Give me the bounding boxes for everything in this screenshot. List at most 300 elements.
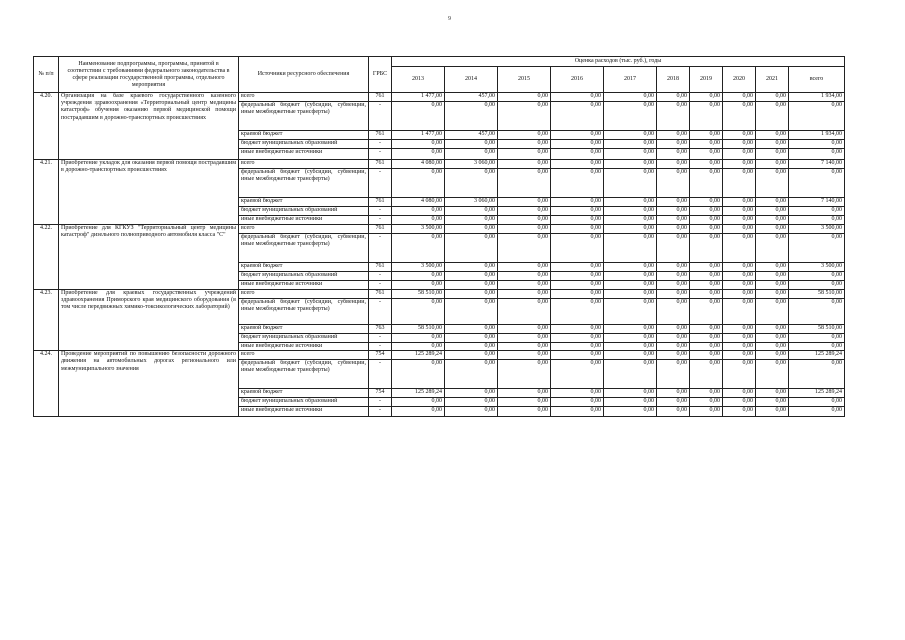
item-number: 4.23. [34, 290, 59, 351]
amount-cell: 0,00 [392, 281, 445, 290]
amount-cell: 4 080,00 [392, 198, 445, 207]
amount-cell: 0,00 [551, 299, 604, 325]
amount-cell: 0,00 [551, 140, 604, 149]
amount-cell: 0,00 [445, 225, 498, 234]
amount-cell: 0,00 [392, 207, 445, 216]
amount-cell: 0,00 [756, 290, 789, 299]
amount-total: 0,00 [789, 334, 845, 343]
amount-cell: 0,00 [690, 398, 723, 407]
amount-cell: 0,00 [604, 140, 657, 149]
amount-total: 0,00 [789, 281, 845, 290]
item-name: Приобретение для краевых государственных учреждений здравоохранения Приморского края медицинского оборудования (в том числе передвижных химико-токсикологических лабораторий) [59, 290, 239, 351]
amount-cell: 0,00 [690, 290, 723, 299]
table-row-total [34, 160, 845, 169]
amount-cell: 0,00 [723, 299, 756, 325]
amount-cell: 3 500,00 [392, 225, 445, 234]
source-municipal: бюджет муниципальных образований [239, 140, 369, 149]
source-regional: краевой бюджет [239, 389, 369, 398]
amount-cell: 0,00 [551, 225, 604, 234]
amount-cell: 0,00 [690, 207, 723, 216]
grbs-code: 754 [369, 351, 392, 360]
amount-cell: 0,00 [498, 281, 551, 290]
amount-cell: 0,00 [498, 343, 551, 351]
amount-total: 58 510,00 [789, 290, 845, 299]
header-year: 2013 [392, 67, 445, 93]
source-municipal: бюджет муниципальных образований [239, 207, 369, 216]
amount-cell: 0,00 [445, 140, 498, 149]
amount-cell: 0,00 [690, 160, 723, 169]
grbs-code: 763 [369, 325, 392, 334]
amount-cell: 0,00 [604, 93, 657, 102]
amount-cell: 0,00 [551, 398, 604, 407]
amount-cell: 0,00 [756, 207, 789, 216]
amount-cell: 0,00 [551, 343, 604, 351]
amount-cell: 0,00 [756, 325, 789, 334]
amount-cell: 0,00 [756, 360, 789, 389]
amount-cell: 0,00 [604, 299, 657, 325]
amount-cell: 0,00 [657, 299, 690, 325]
amount-cell: 0,00 [723, 272, 756, 281]
source-federal: федеральный бюджет (субсидии, субвенции, иные межбюджетные трансферты) [239, 169, 369, 198]
amount-cell: 0,00 [657, 398, 690, 407]
source-regional: краевой бюджет [239, 198, 369, 207]
amount-cell: 0,00 [690, 216, 723, 225]
amount-cell: 0,00 [690, 131, 723, 140]
header-year-total: всего [789, 67, 845, 93]
amount-cell: 0,00 [551, 102, 604, 131]
amount-cell: 0,00 [445, 263, 498, 272]
amount-cell: 0,00 [756, 407, 789, 417]
grbs-code: - [369, 299, 392, 325]
amount-cell: 0,00 [604, 263, 657, 272]
amount-cell: 0,00 [551, 325, 604, 334]
amount-cell: 0,00 [498, 290, 551, 299]
header-source: Источники ресурсного обеспечения [239, 57, 369, 93]
amount-total: 3 500,00 [789, 263, 845, 272]
amount-cell: 0,00 [604, 325, 657, 334]
source-total: всего [239, 225, 369, 234]
grbs-code: - [369, 216, 392, 225]
amount-cell: 0,00 [551, 234, 604, 263]
amount-cell: 0,00 [392, 140, 445, 149]
amount-cell: 0,00 [498, 160, 551, 169]
grbs-code: - [369, 149, 392, 160]
amount-cell: 0,00 [690, 263, 723, 272]
source-total: всего [239, 351, 369, 360]
amount-cell: 0,00 [690, 325, 723, 334]
amount-cell: 0,00 [551, 160, 604, 169]
amount-cell: 0,00 [498, 140, 551, 149]
amount-cell: 0,00 [690, 389, 723, 398]
amount-cell: 0,00 [690, 225, 723, 234]
amount-cell: 0,00 [690, 234, 723, 263]
amount-total: 0,00 [789, 207, 845, 216]
amount-cell: 0,00 [392, 334, 445, 343]
grbs-code: - [369, 272, 392, 281]
source-federal: федеральный бюджет (субсидии, субвенции, иные межбюджетные трансферты) [239, 360, 369, 389]
amount-cell: 0,00 [604, 360, 657, 389]
amount-total: 0,00 [789, 234, 845, 263]
amount-cell: 0,00 [756, 93, 789, 102]
amount-cell: 1 477,00 [392, 131, 445, 140]
amount-cell: 0,00 [756, 272, 789, 281]
amount-cell: 0,00 [723, 160, 756, 169]
amount-cell: 0,00 [551, 93, 604, 102]
item-name: Приобретение укладок для оказания первой помощи пострадавшим в дорожно-транспортных происшествиях [59, 160, 239, 225]
amount-cell: 0,00 [498, 263, 551, 272]
amount-cell: 0,00 [604, 234, 657, 263]
header-grbs: ГРБС [369, 57, 392, 93]
amount-cell: 0,00 [498, 207, 551, 216]
amount-cell: 0,00 [690, 407, 723, 417]
amount-cell: 0,00 [604, 131, 657, 140]
source-other: иные внебюджетные источники [239, 407, 369, 417]
grbs-code: 761 [369, 290, 392, 299]
amount-cell: 0,00 [657, 334, 690, 343]
amount-cell: 58 510,00 [392, 290, 445, 299]
grbs-code: - [369, 334, 392, 343]
amount-cell: 0,00 [498, 149, 551, 160]
source-total: всего [239, 160, 369, 169]
amount-cell: 125 289,24 [392, 389, 445, 398]
header-year: 2017 [604, 67, 657, 93]
table-row-total [34, 225, 845, 234]
amount-cell: 0,00 [723, 102, 756, 131]
amount-cell: 1 477,00 [392, 93, 445, 102]
amount-cell: 0,00 [657, 351, 690, 360]
amount-cell: 0,00 [690, 281, 723, 290]
amount-cell: 0,00 [657, 234, 690, 263]
amount-cell: 0,00 [657, 198, 690, 207]
amount-cell: 0,00 [690, 351, 723, 360]
amount-cell: 0,00 [551, 389, 604, 398]
amount-cell: 0,00 [392, 343, 445, 351]
source-federal: федеральный бюджет (субсидии, субвенции, иные межбюджетные трансферты) [239, 299, 369, 325]
grbs-code: 761 [369, 198, 392, 207]
amount-cell: 0,00 [604, 281, 657, 290]
amount-cell: 125 289,24 [392, 351, 445, 360]
amount-cell: 0,00 [445, 102, 498, 131]
amount-cell: 0,00 [657, 131, 690, 140]
amount-cell: 0,00 [723, 198, 756, 207]
amount-cell: 0,00 [498, 398, 551, 407]
amount-cell: 0,00 [756, 169, 789, 198]
amount-cell: 0,00 [604, 207, 657, 216]
header-year: 2020 [723, 67, 756, 93]
amount-cell: 0,00 [498, 334, 551, 343]
amount-cell: 0,00 [445, 325, 498, 334]
amount-cell: 0,00 [392, 169, 445, 198]
amount-cell: 0,00 [690, 140, 723, 149]
amount-cell: 0,00 [756, 281, 789, 290]
amount-cell: 0,00 [690, 334, 723, 343]
amount-cell: 0,00 [445, 407, 498, 417]
grbs-code: 761 [369, 263, 392, 272]
item-name: Проведение мероприятий по повышению безопасности дорожного движения на автомобильных дорогах регионального или межмуниципального значения [59, 351, 239, 417]
amount-total: 0,00 [789, 272, 845, 281]
amount-total: 58 510,00 [789, 325, 845, 334]
amount-cell: 0,00 [723, 351, 756, 360]
amount-cell: 0,00 [690, 299, 723, 325]
amount-total: 0,00 [789, 299, 845, 325]
amount-cell: 0,00 [657, 343, 690, 351]
amount-cell: 0,00 [498, 325, 551, 334]
amount-cell: 3 060,00 [445, 198, 498, 207]
amount-cell: 0,00 [690, 198, 723, 207]
amount-cell: 0,00 [657, 272, 690, 281]
table-row-total [34, 351, 845, 360]
amount-cell: 3 500,00 [392, 263, 445, 272]
amount-cell: 0,00 [723, 131, 756, 140]
amount-cell: 0,00 [445, 216, 498, 225]
amount-cell: 0,00 [392, 102, 445, 131]
amount-cell: 0,00 [445, 334, 498, 343]
header-year: 2014 [445, 67, 498, 93]
amount-cell: 0,00 [498, 216, 551, 225]
source-regional: краевой бюджет [239, 131, 369, 140]
amount-cell: 0,00 [498, 169, 551, 198]
amount-total: 3 500,00 [789, 225, 845, 234]
source-other: иные внебюджетные источники [239, 149, 369, 160]
amount-cell: 0,00 [756, 160, 789, 169]
amount-cell: 0,00 [756, 140, 789, 149]
amount-total: 0,00 [789, 140, 845, 149]
amount-cell: 0,00 [604, 169, 657, 198]
amount-cell: 0,00 [723, 149, 756, 160]
amount-cell: 0,00 [551, 351, 604, 360]
amount-cell: 0,00 [756, 351, 789, 360]
amount-cell: 0,00 [551, 198, 604, 207]
grbs-code: 754 [369, 389, 392, 398]
header-year: 2018 [657, 67, 690, 93]
source-other: иные внебюджетные источники [239, 343, 369, 351]
grbs-code: 761 [369, 93, 392, 102]
amount-cell: 0,00 [657, 140, 690, 149]
amount-cell: 0,00 [445, 343, 498, 351]
amount-cell: 0,00 [604, 398, 657, 407]
source-total: всего [239, 93, 369, 102]
amount-cell: 0,00 [723, 216, 756, 225]
amount-cell: 0,00 [392, 234, 445, 263]
source-federal: федеральный бюджет (субсидии, субвенции, иные межбюджетные трансферты) [239, 234, 369, 263]
source-total: всего [239, 290, 369, 299]
page-number: 9 [448, 16, 451, 22]
amount-cell: 0,00 [723, 169, 756, 198]
amount-cell: 0,00 [392, 360, 445, 389]
amount-cell: 0,00 [551, 131, 604, 140]
table-row-total [34, 290, 845, 299]
amount-cell: 0,00 [551, 169, 604, 198]
amount-cell: 0,00 [690, 360, 723, 389]
amount-cell: 0,00 [657, 290, 690, 299]
amount-cell: 0,00 [657, 281, 690, 290]
amount-cell: 0,00 [604, 334, 657, 343]
header-year: 2016 [551, 67, 604, 93]
amount-total: 125 289,24 [789, 389, 845, 398]
amount-cell: 0,00 [604, 225, 657, 234]
amount-cell: 0,00 [604, 216, 657, 225]
amount-cell: 457,00 [445, 131, 498, 140]
amount-cell: 0,00 [551, 272, 604, 281]
amount-total: 0,00 [789, 360, 845, 389]
source-municipal: бюджет муниципальных образований [239, 334, 369, 343]
grbs-code: - [369, 169, 392, 198]
amount-cell: 3 060,00 [445, 160, 498, 169]
item-name: Организация на базе краевого государственного казенного учреждения здравоохранения «Территориальный центр медицины катастроф» обучения оказанию первой медицинской помощи пострадавшим в дорожно-транспортных происшествиях [59, 93, 239, 160]
amount-cell: 0,00 [657, 360, 690, 389]
amount-cell: 0,00 [551, 207, 604, 216]
amount-cell: 0,00 [498, 299, 551, 325]
amount-cell: 0,00 [604, 160, 657, 169]
header-year: 2019 [690, 67, 723, 93]
amount-cell: 0,00 [604, 343, 657, 351]
amount-cell: 0,00 [723, 360, 756, 389]
grbs-code: 761 [369, 131, 392, 140]
amount-cell: 0,00 [445, 290, 498, 299]
amount-cell: 0,00 [604, 149, 657, 160]
amount-cell: 0,00 [498, 234, 551, 263]
amount-total: 0,00 [789, 398, 845, 407]
amount-cell: 0,00 [657, 407, 690, 417]
amount-cell: 0,00 [657, 263, 690, 272]
source-federal: федеральный бюджет (субсидии, субвенции, иные межбюджетные трансферты) [239, 102, 369, 131]
amount-cell: 0,00 [723, 334, 756, 343]
amount-total: 0,00 [789, 407, 845, 417]
amount-total: 0,00 [789, 343, 845, 351]
amount-total: 7 140,00 [789, 160, 845, 169]
amount-cell: 0,00 [445, 281, 498, 290]
source-regional: краевой бюджет [239, 325, 369, 334]
amount-cell: 0,00 [604, 351, 657, 360]
amount-cell: 0,00 [445, 360, 498, 389]
grbs-code: - [369, 407, 392, 417]
amount-cell: 0,00 [723, 398, 756, 407]
amount-cell: 0,00 [498, 102, 551, 131]
amount-cell: 0,00 [657, 389, 690, 398]
amount-cell: 0,00 [445, 299, 498, 325]
amount-cell: 0,00 [604, 198, 657, 207]
grbs-code: - [369, 360, 392, 389]
amount-cell: 0,00 [604, 407, 657, 417]
item-name: Приобретение для КГКУЗ "Территориальный центр медицины катастроф" дизельного полноприводного автомобиля класса "С" [59, 225, 239, 290]
header-name: Наименование подпрограммы, программы, принятой в соответствии с требованиями федерального законодательства в сфере реализации государственной программы, отдельного мероприятия [59, 57, 239, 93]
amount-cell: 0,00 [723, 234, 756, 263]
amount-cell: 0,00 [445, 389, 498, 398]
item-number: 4.20. [34, 93, 59, 160]
amount-cell: 0,00 [756, 398, 789, 407]
amount-cell: 0,00 [445, 207, 498, 216]
amount-cell: 0,00 [657, 160, 690, 169]
amount-cell: 0,00 [498, 131, 551, 140]
source-municipal: бюджет муниципальных образований [239, 272, 369, 281]
amount-cell: 0,00 [392, 216, 445, 225]
header-year: 2021 [756, 67, 789, 93]
amount-cell: 0,00 [723, 325, 756, 334]
amount-cell: 0,00 [756, 198, 789, 207]
source-regional: краевой бюджет [239, 263, 369, 272]
amount-cell: 0,00 [551, 216, 604, 225]
grbs-code: - [369, 343, 392, 351]
amount-cell: 0,00 [392, 407, 445, 417]
amount-cell: 0,00 [657, 93, 690, 102]
amount-cell: 0,00 [445, 149, 498, 160]
amount-cell: 0,00 [498, 272, 551, 281]
amount-cell: 0,00 [756, 216, 789, 225]
amount-cell: 0,00 [604, 290, 657, 299]
amount-total: 125 289,24 [789, 351, 845, 360]
amount-cell: 0,00 [756, 225, 789, 234]
amount-cell: 0,00 [498, 389, 551, 398]
amount-cell: 0,00 [690, 169, 723, 198]
amount-cell: 4 080,00 [392, 160, 445, 169]
amount-cell: 0,00 [723, 207, 756, 216]
amount-cell: 0,00 [657, 102, 690, 131]
grbs-code: - [369, 102, 392, 131]
amount-cell: 0,00 [690, 343, 723, 351]
amount-cell: 0,00 [498, 360, 551, 389]
amount-cell: 0,00 [498, 93, 551, 102]
source-other: иные внебюджетные источники [239, 281, 369, 290]
amount-cell: 0,00 [756, 389, 789, 398]
amount-cell: 0,00 [604, 389, 657, 398]
source-municipal: бюджет муниципальных образований [239, 398, 369, 407]
amount-cell: 0,00 [551, 149, 604, 160]
amount-cell: 0,00 [657, 325, 690, 334]
amount-cell: 0,00 [445, 272, 498, 281]
item-number: 4.21. [34, 160, 59, 225]
grbs-code: 761 [369, 160, 392, 169]
grbs-code: - [369, 398, 392, 407]
amount-cell: 0,00 [392, 299, 445, 325]
amount-total: 1 934,00 [789, 93, 845, 102]
amount-cell: 0,00 [445, 169, 498, 198]
amount-cell: 0,00 [756, 343, 789, 351]
grbs-code: - [369, 207, 392, 216]
budget-table [33, 56, 845, 417]
amount-cell: 0,00 [445, 351, 498, 360]
header-no: № п/п [34, 57, 59, 93]
amount-cell: 0,00 [657, 216, 690, 225]
amount-cell: 0,00 [604, 102, 657, 131]
amount-cell: 0,00 [657, 169, 690, 198]
source-other: иные внебюджетные источники [239, 216, 369, 225]
amount-cell: 0,00 [756, 234, 789, 263]
amount-total: 0,00 [789, 149, 845, 160]
grbs-code: - [369, 234, 392, 263]
amount-cell: 0,00 [392, 272, 445, 281]
amount-cell: 58 510,00 [392, 325, 445, 334]
grbs-code: - [369, 140, 392, 149]
amount-cell: 0,00 [498, 198, 551, 207]
amount-cell: 0,00 [723, 290, 756, 299]
amount-total: 0,00 [789, 169, 845, 198]
amount-total: 1 934,00 [789, 131, 845, 140]
amount-cell: 0,00 [756, 102, 789, 131]
amount-cell: 0,00 [551, 281, 604, 290]
amount-cell: 0,00 [551, 290, 604, 299]
amount-cell: 0,00 [723, 343, 756, 351]
grbs-code: 761 [369, 225, 392, 234]
amount-cell: 0,00 [690, 149, 723, 160]
amount-cell: 0,00 [657, 225, 690, 234]
amount-total: 0,00 [789, 102, 845, 131]
amount-cell: 0,00 [690, 93, 723, 102]
amount-cell: 0,00 [551, 334, 604, 343]
amount-cell: 0,00 [723, 263, 756, 272]
amount-cell: 0,00 [723, 407, 756, 417]
amount-cell: 0,00 [657, 149, 690, 160]
amount-cell: 0,00 [756, 149, 789, 160]
